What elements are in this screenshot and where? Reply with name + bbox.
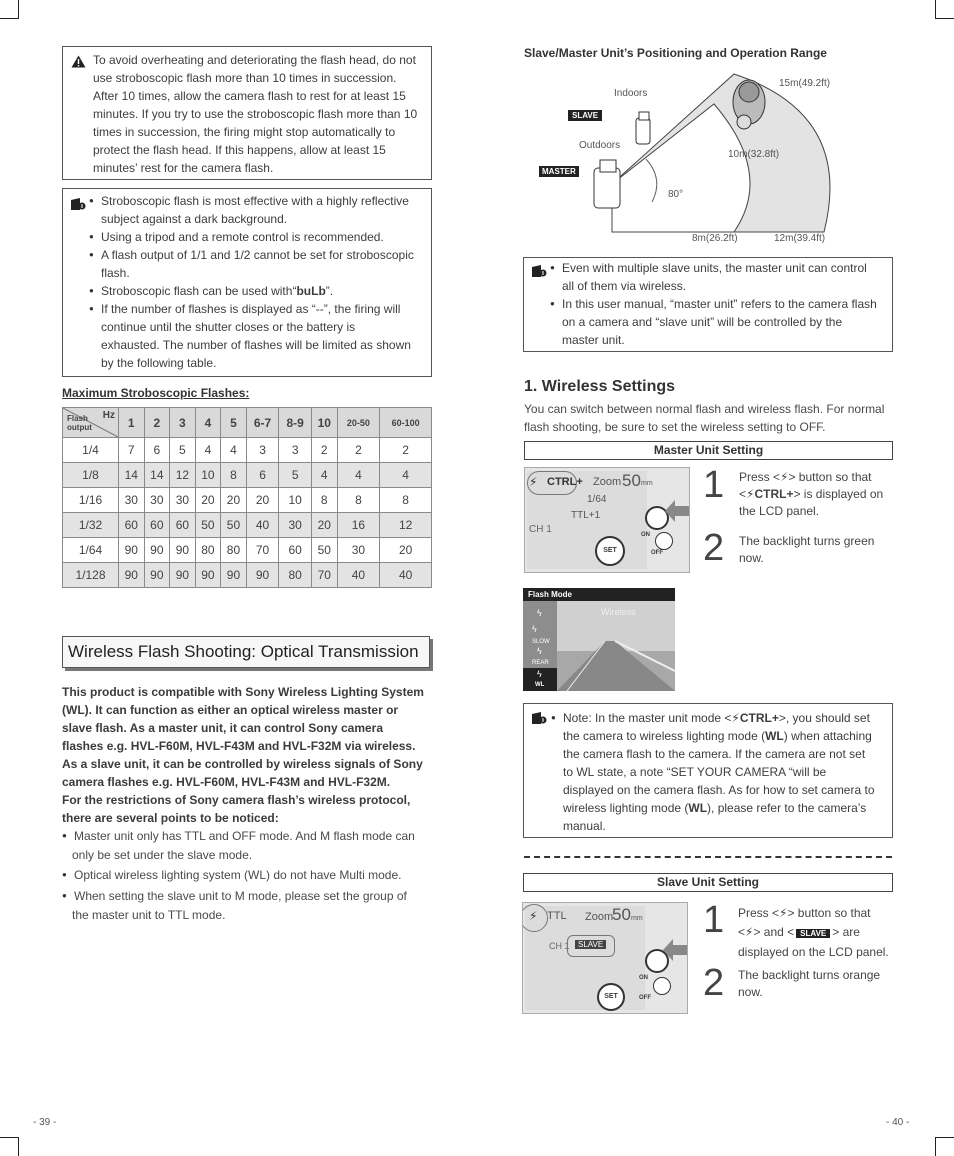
restriction-item: ● When setting the slave unit to M mode, please set the group of xyxy=(62,887,434,906)
page-number-right: - 40 - xyxy=(886,1117,910,1128)
tip-item-cont: continue until the shutter closes or the battery is xyxy=(101,320,356,334)
table-row xyxy=(63,438,432,463)
arrow-icon xyxy=(665,500,689,522)
table-cell: 60 xyxy=(119,513,145,538)
note-item: ● Even with multiple slave units, the master unit can control xyxy=(550,259,890,277)
tip-item-cont: exhausted. The number of flashes will be limited as shown xyxy=(101,338,411,352)
note-item-cont: master unit. xyxy=(562,333,625,347)
flash-icon: ϟ xyxy=(532,624,537,634)
off-label: OFF xyxy=(651,550,663,556)
tip-item: ● Using a tripod and a remote control is recommended. xyxy=(89,228,429,246)
slave-step-2-text xyxy=(738,967,896,1001)
warning-note-box xyxy=(62,46,432,180)
wireless-label: Wireless xyxy=(601,607,636,617)
note-item-cont: all of them via wireless. xyxy=(562,279,687,293)
table-cell: 1/32 xyxy=(63,513,119,538)
table-cell: 70 xyxy=(246,538,279,563)
warning-line: After 10 times, allow the camera flash to rest for at least 15 xyxy=(93,89,406,103)
flash-icon: ϟ xyxy=(537,669,542,679)
table-header-row xyxy=(63,408,432,438)
warning-line: To avoid overheating and deteriorating the flash head, do not xyxy=(93,53,416,67)
table-cell: 20 xyxy=(246,488,279,513)
table-header-cell: 1 xyxy=(119,408,145,438)
table-cell: 30 xyxy=(144,488,170,513)
warning-icon xyxy=(71,55,86,68)
distance-15m: 15m(49.2ft) xyxy=(779,78,831,89)
restriction-item-cont: the master unit to TTL mode. xyxy=(72,908,226,922)
wireless-icon: ⚡ xyxy=(746,487,755,501)
table-row xyxy=(63,563,432,588)
section-title-banner: Wireless Flash Shooting: Optical Transmission xyxy=(62,636,430,668)
multi-slave-note-box xyxy=(523,257,893,352)
table-cell: 90 xyxy=(170,563,196,588)
off-label: OFF xyxy=(639,995,651,1001)
tip-item: ● Stroboscopic flash can be used with“buLb”. xyxy=(89,282,429,300)
on-label: ON xyxy=(641,532,650,538)
table-cell: 8 xyxy=(337,488,380,513)
step-line: Press <⚡> button so that xyxy=(738,906,871,920)
master-mode-note-text xyxy=(551,709,883,835)
intro-line: This product is compatible with Sony Wireless Lighting System xyxy=(62,685,424,699)
slave-tag-inline: SLAVE xyxy=(796,929,830,938)
wireless-intro xyxy=(524,400,894,436)
zoom-button-icon: ⚡ xyxy=(779,906,788,920)
table-cell: 10 xyxy=(279,488,312,513)
table-cell: 4 xyxy=(311,463,337,488)
tip-item: ● A flash output of 1/1 and 1/2 cannot be set for stroboscopic xyxy=(89,246,429,264)
table-header-cell: 2 xyxy=(144,408,170,438)
set-button[interactable]: SET xyxy=(595,536,625,566)
table-cell: 60 xyxy=(279,538,312,563)
slow-label: SLOW xyxy=(532,639,550,645)
slave-tag: SLAVE xyxy=(568,110,602,121)
table-cell: 30 xyxy=(119,488,145,513)
table-cell: 14 xyxy=(144,463,170,488)
step-line: The backlight turns orange xyxy=(738,968,881,982)
outdoors-label: Outdoors xyxy=(579,140,621,151)
range-arcs xyxy=(524,64,894,250)
tip-item: ● If the number of flashes is displayed as “--”, the firing will xyxy=(89,300,429,318)
lcd-slave-tag: SLAVE xyxy=(575,940,606,949)
intro-line: As a slave unit, it can be controlled by wireless signals of Sony xyxy=(62,757,423,771)
flash-icon: ϟ xyxy=(537,608,542,618)
set-button[interactable]: SET xyxy=(597,983,625,1011)
table-cell: 60 xyxy=(144,513,170,538)
slave-step-number-1: 1 xyxy=(703,899,725,941)
lcd-channel: CH 1 xyxy=(549,941,570,951)
intro-paragraph xyxy=(62,683,432,827)
warning-line: minutes. If you try to use the stroboscopic flash more than 10 xyxy=(93,107,418,121)
table-cell: 40 xyxy=(380,563,432,588)
tip-item-cont: flash. xyxy=(101,266,130,280)
range-title: Slave/Master Unit’s Positioning and Operation Range xyxy=(524,46,827,60)
step-line: <⚡CTRL+> is displayed on xyxy=(739,487,884,501)
table-cell: 80 xyxy=(221,538,247,563)
table-header-cell: 60-100 xyxy=(380,408,432,438)
tip-item: ● Stroboscopic flash is most effective with a highly reflective xyxy=(89,192,429,210)
lcd-mm: mm xyxy=(641,480,653,487)
lcd-zoom: Zoom xyxy=(585,911,614,923)
slave-lcd-illustration xyxy=(522,902,688,1014)
table-header-cell: 8-9 xyxy=(279,408,312,438)
note-icon xyxy=(532,265,547,277)
table-cell: 50 xyxy=(311,538,337,563)
table-cell: 4 xyxy=(380,463,432,488)
table-cell: 1/128 xyxy=(63,563,119,588)
table-cell: 7 xyxy=(119,438,145,463)
table-cell: 50 xyxy=(221,513,247,538)
strobe-table xyxy=(62,407,432,588)
step-line: displayed on the LCD panel. xyxy=(738,945,889,959)
section-divider xyxy=(524,856,892,858)
lcd-mm: mm xyxy=(631,915,643,922)
table-cell: 6 xyxy=(246,463,279,488)
slave-unit-setting-header: Slave Unit Setting xyxy=(523,873,893,892)
table-cell: 3 xyxy=(279,438,312,463)
tip-item-cont: by the following table. xyxy=(101,356,217,370)
table-cell: 30 xyxy=(279,513,312,538)
tip-item-cont: subject against a dark background. xyxy=(101,212,288,226)
rear-label: REAR xyxy=(532,660,549,666)
note-icon xyxy=(532,712,547,724)
step-line: The backlight turns green xyxy=(739,534,875,548)
arrow-icon xyxy=(663,939,687,961)
table-row xyxy=(63,538,432,563)
distance-8m: 8m(26.2ft) xyxy=(692,233,738,244)
slave-step-1-text xyxy=(738,904,896,962)
page-number-left: - 39 - xyxy=(33,1117,57,1128)
table-cell: 30 xyxy=(170,488,196,513)
table-cell: 90 xyxy=(221,563,247,588)
master-step-1-text xyxy=(739,469,895,520)
step-line: now. xyxy=(739,551,764,565)
table-cell: 90 xyxy=(119,563,145,588)
intro-line: For the restrictions of Sony camera flash’s wireless protocol, xyxy=(62,793,411,807)
lcd-ctrl: CTRL+ xyxy=(547,476,583,488)
table-cell: 40 xyxy=(246,513,279,538)
multi-slave-note-text xyxy=(550,259,890,349)
lcd-ttl: TTL xyxy=(547,910,567,922)
master-step-2-text xyxy=(739,533,895,567)
table-cell: 10 xyxy=(195,463,221,488)
table-cell: 1/8 xyxy=(63,463,119,488)
intro-line: there are several points to be noticed: xyxy=(62,811,279,825)
table-cell: 14 xyxy=(119,463,145,488)
table-cell: 60 xyxy=(170,513,196,538)
master-mode-note-box xyxy=(523,703,893,838)
power-switch[interactable] xyxy=(655,532,673,550)
table-cell: 2 xyxy=(337,438,380,463)
lcd-zoom-value: 50 xyxy=(612,905,631,924)
step-line: <⚡> and < SLAVE > are xyxy=(738,925,860,939)
table-row xyxy=(63,488,432,513)
restriction-item: ● Master unit only has TTL and OFF mode. And M flash mode can xyxy=(62,827,434,846)
table-cell: 70 xyxy=(311,563,337,588)
step-line: Press <⚡> button so that xyxy=(739,470,872,484)
table-cell: 90 xyxy=(246,563,279,588)
intro-line: slave flash. As a master unit, it can control Sony camera xyxy=(62,721,384,735)
table-cell: 8 xyxy=(221,463,247,488)
table-cell: 4 xyxy=(195,438,221,463)
table-title: Maximum Stroboscopic Flashes: xyxy=(62,386,250,400)
master-lcd-illustration xyxy=(524,467,690,573)
master-step-number-1: 1 xyxy=(703,464,725,506)
angle-label: 80° xyxy=(668,189,684,200)
table-header-cell: 6-7 xyxy=(246,408,279,438)
warning-line: use stroboscopic flash more than 10 times in succession. xyxy=(93,71,397,85)
table-cell: 20 xyxy=(380,538,432,563)
master-tag: MASTER xyxy=(539,166,579,177)
table-cell: 1/64 xyxy=(63,538,119,563)
table-cell: 2 xyxy=(380,438,432,463)
note-line: the camera flash to the camera. If the camera are not set xyxy=(563,747,866,761)
step-line: now. xyxy=(738,985,763,999)
table-cell: 1/4 xyxy=(63,438,119,463)
table-cell: 8 xyxy=(380,488,432,513)
distance-12m: 12m(39.4ft) xyxy=(774,233,826,244)
on-label: ON xyxy=(639,975,648,981)
crop-mark-bottom-right xyxy=(935,1137,954,1156)
flash-mode-title: Flash Mode xyxy=(523,588,675,601)
table-row xyxy=(63,513,432,538)
zoom-button-icon: ⚡ xyxy=(780,470,789,484)
note-item: ● In this user manual, “master unit” refers to the camera flash xyxy=(550,295,890,313)
table-cell: 90 xyxy=(119,538,145,563)
wireless-intro-line: You can switch between normal flash and wireless flash. For normal xyxy=(524,402,885,416)
table-header-cell: 3 xyxy=(170,408,196,438)
note-line: ● Note: In the master unit mode <⚡CTRL+>, you should set xyxy=(551,709,883,727)
intro-line: flashes e.g. HVL-F60M, HVL-F43M and HVL-F32M via wireless. xyxy=(62,739,416,753)
note-icon xyxy=(71,198,86,210)
crop-mark-bottom-left xyxy=(0,1137,19,1156)
table-header-cell: 20-50 xyxy=(337,408,380,438)
step-line: the LCD panel. xyxy=(739,504,820,518)
table-cell: 2 xyxy=(311,438,337,463)
table-cell: 6 xyxy=(144,438,170,463)
indoors-label: Indoors xyxy=(614,88,648,99)
table-cell: 12 xyxy=(170,463,196,488)
corner-flash-label: Flash output xyxy=(67,414,92,432)
intro-line: (WL). It can function as either an optical wireless master or xyxy=(62,703,399,717)
note-line: manual. xyxy=(563,819,606,833)
table-header-cell: 4 xyxy=(195,408,221,438)
power-switch[interactable] xyxy=(653,977,671,995)
restriction-item: ● Optical wireless lighting system (WL) do not have Multi mode. xyxy=(62,866,434,885)
table-cell: 80 xyxy=(279,563,312,588)
note-line: to WL state, a note “SET YOUR CAMERA “will be xyxy=(563,765,827,779)
note-item-cont: on a camera and “slave unit” will be controlled by the xyxy=(562,315,843,329)
table-cell: 20 xyxy=(221,488,247,513)
table-cell: 4 xyxy=(221,438,247,463)
wireless-settings-heading: 1. Wireless Settings xyxy=(524,378,676,395)
note-line: wireless lighting mode (WL), please refer to the camera’s xyxy=(563,801,867,815)
warning-line: minutes’ rest for the camera flash. xyxy=(93,161,274,175)
master-step-number-2: 2 xyxy=(703,527,725,569)
wireless-intro-line: flash shooting, be sure to set the wireless setting to OFF. xyxy=(524,420,826,434)
table-header-cell: 10 xyxy=(311,408,337,438)
lcd-channel: CH 1 xyxy=(529,524,552,535)
restriction-item-cont: only be set under the slave mode. xyxy=(72,848,253,862)
master-unit-setting-header: Master Unit Setting xyxy=(524,441,893,460)
table-cell: 16 xyxy=(337,513,380,538)
table-cell: 90 xyxy=(170,538,196,563)
table-cell: 8 xyxy=(311,488,337,513)
table-header-cell: 5 xyxy=(221,408,247,438)
table-corner-cell xyxy=(63,408,119,438)
strobe-tips-text xyxy=(89,192,429,372)
table-cell: 50 xyxy=(195,513,221,538)
table-cell: 5 xyxy=(170,438,196,463)
distance-10m: 10m(32.8ft) xyxy=(728,149,780,160)
table-cell: 80 xyxy=(195,538,221,563)
flash-icon: ϟ xyxy=(537,646,542,656)
table-cell: 3 xyxy=(246,438,279,463)
wl-label: WL xyxy=(535,682,545,688)
wireless-icon: ⚡ xyxy=(731,711,740,725)
restriction-points xyxy=(62,827,434,925)
corner-hz-label: Hz xyxy=(102,410,115,421)
table-cell: 12 xyxy=(380,513,432,538)
table-cell: 5 xyxy=(279,463,312,488)
warning-text xyxy=(93,51,429,177)
crop-mark-top-right xyxy=(935,0,954,19)
wireless-icon: ⚡ xyxy=(529,909,538,923)
lcd-ratio: 1/64 xyxy=(587,494,607,505)
table-cell: 40 xyxy=(337,563,380,588)
slave-step-number-2: 2 xyxy=(703,962,725,1004)
table-cell: 1/16 xyxy=(63,488,119,513)
range-diagram xyxy=(524,64,894,250)
lcd-zoom-value: 50 xyxy=(622,471,641,490)
table-cell: 30 xyxy=(337,538,380,563)
crop-mark-top-left xyxy=(0,0,19,19)
note-line: the camera to wireless lighting mode (WL) when attaching xyxy=(563,729,872,743)
note-line: displayed on the camera flash. As for how to set camera to xyxy=(563,783,875,797)
intro-line: camera flashes e.g. HVL-F60M, HVL-F43M and HVL-F32M. xyxy=(62,775,391,789)
table-cell: 20 xyxy=(311,513,337,538)
warning-line: times in succession, the firing might stop automatically to xyxy=(93,125,396,139)
strobe-tips-box xyxy=(62,188,432,377)
table-cell: 90 xyxy=(144,538,170,563)
table-cell: 4 xyxy=(337,463,380,488)
lcd-zoom: Zoom xyxy=(593,476,622,488)
camera-flash-mode-screen xyxy=(523,588,675,691)
wireless-icon: ⚡ xyxy=(529,475,538,489)
table-cell: 90 xyxy=(195,563,221,588)
table-cell: 90 xyxy=(144,563,170,588)
table-cell: 20 xyxy=(195,488,221,513)
warning-line: protect the flash head. If this happens, allow at least 15 xyxy=(93,143,386,157)
wireless-icon: ⚡ xyxy=(745,925,754,939)
lcd-ttl: TTL+1 xyxy=(571,510,601,521)
table-row xyxy=(63,463,432,488)
